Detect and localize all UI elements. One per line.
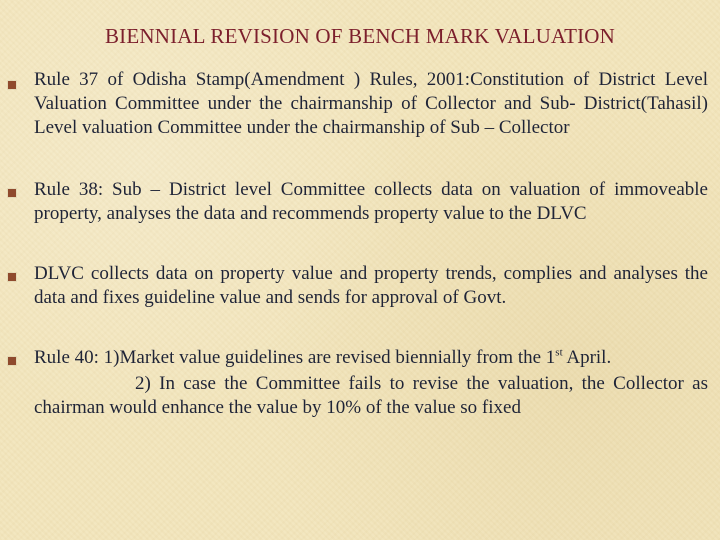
bullet-item-rule-40: [34, 346, 708, 420]
square-bullet-icon: [8, 189, 16, 197]
bullet-text: Rule 38: Sub – District level Committee collects data on valuation of immoveable property, analyses the data and recommends property value to the DLVC: [34, 179, 708, 224]
bullet-text: DLVC collects data on property value and property trends, complies and analyses the data and fixes guideline value and sends for approval of Govt.: [34, 263, 708, 308]
ordinal-suffix: st: [555, 346, 563, 359]
bullet-item-rule-38: [34, 178, 708, 226]
square-bullet-icon: [8, 357, 16, 365]
slide-title: BIENNIAL REVISION OF BENCH MARK VALUATION: [104, 24, 616, 48]
bullet-item-rule-37: [34, 68, 708, 140]
bullet-continuation: 2) In case the Committee fails to revise the valuation, the Collector as chairman would enhance the value by 10% of the value so fixed: [34, 373, 708, 418]
bullet-text: Rule 37 of Odisha Stamp(Amendment ) Rules, 2001:Constitution of District Level Valuation Committee under the chairmanship of Collector and Sub- District(Tahasil) Level valuation Committee under the chairmanship of Sub – Collector: [34, 69, 708, 138]
square-bullet-icon: [8, 81, 16, 89]
bullet-text: [34, 346, 708, 370]
bullet-text-part: April.: [562, 347, 612, 368]
bullet-item-dlvc: [34, 262, 708, 310]
bullet-text-part: Rule 40: 1)Market value guidelines are revised biennially from the 1: [34, 347, 556, 368]
square-bullet-icon: [8, 273, 16, 281]
bullet-list: [0, 68, 720, 498]
